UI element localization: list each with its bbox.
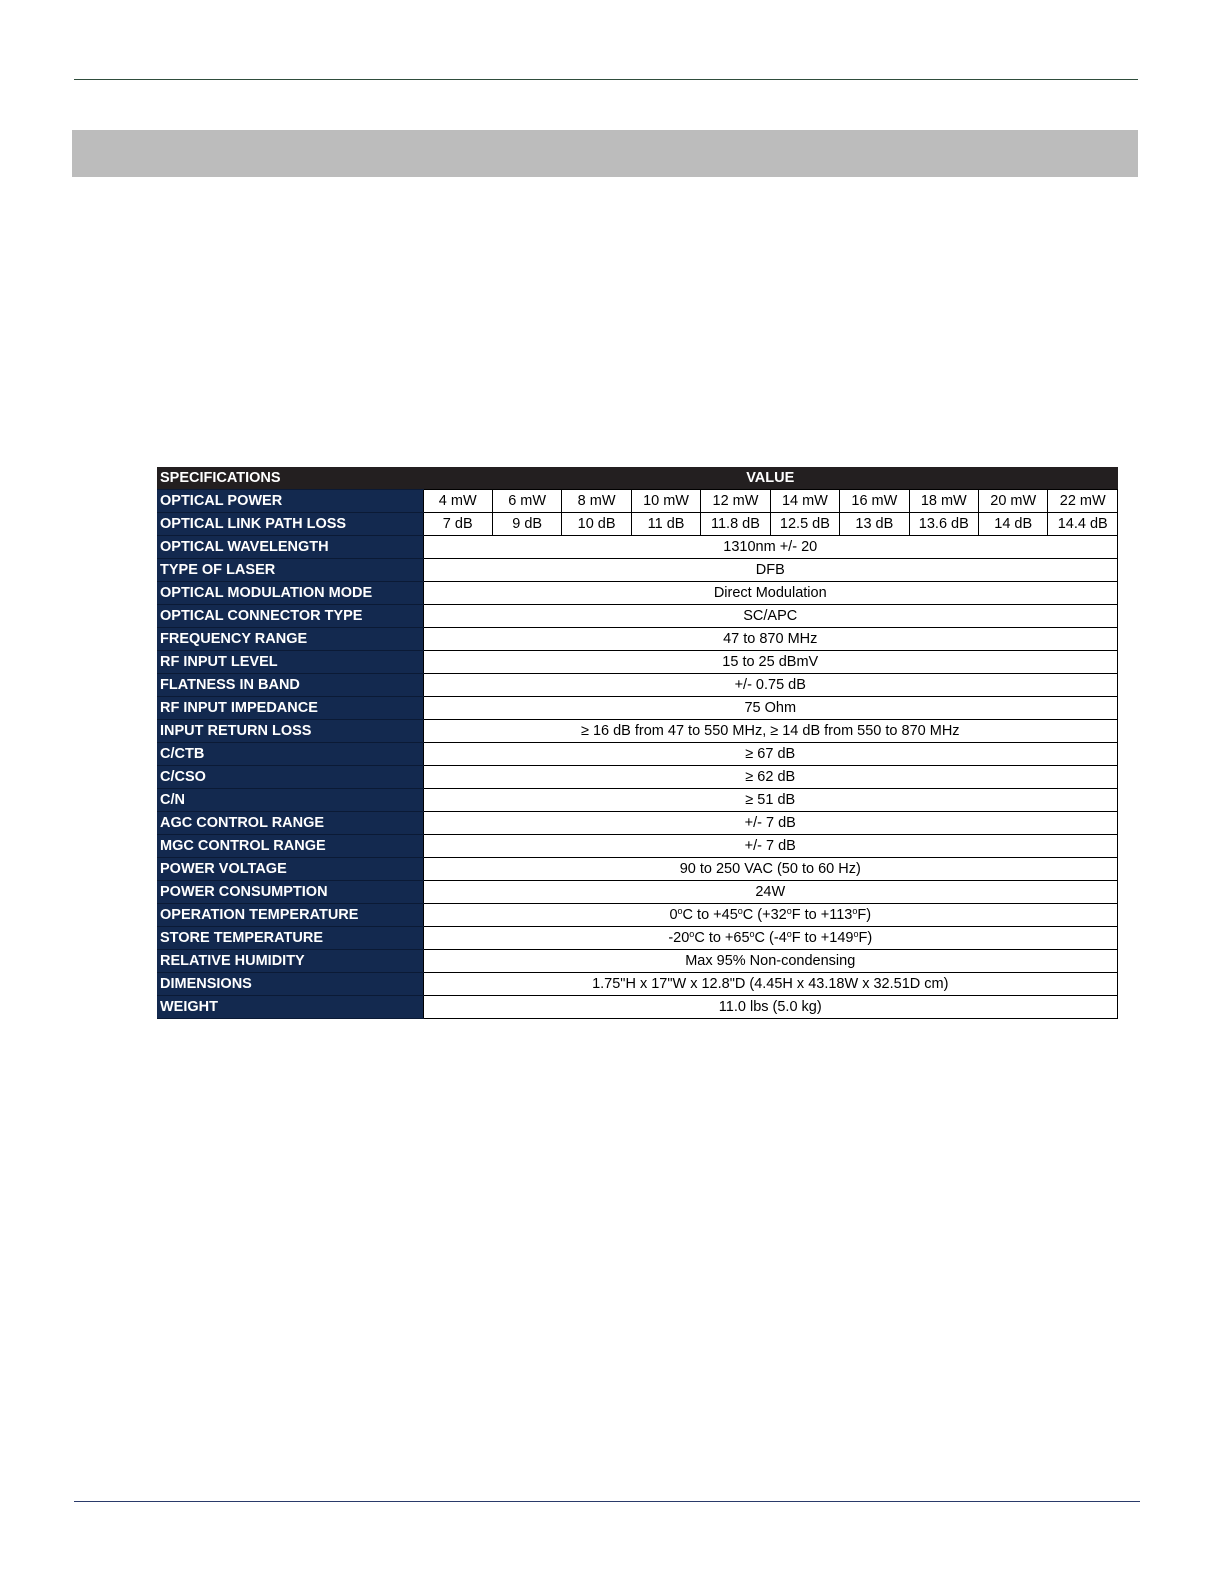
row-label: POWER VOLTAGE — [157, 858, 423, 881]
degree-mark: o — [737, 906, 743, 916]
row-label: FLATNESS IN BAND — [157, 674, 423, 697]
row-value: Max 95% Non-condensing — [423, 950, 1118, 973]
row-label: RF INPUT LEVEL — [157, 651, 423, 674]
row-value — [423, 904, 1118, 927]
row-label: C/CSO — [157, 766, 423, 789]
table-row — [157, 835, 1118, 858]
row-label: RELATIVE HUMIDITY — [157, 950, 423, 973]
value-text: F) — [858, 930, 873, 946]
table-row — [157, 789, 1118, 812]
loss-cell: 11 dB — [631, 513, 700, 536]
row-label: OPTICAL MODULATION MODE — [157, 582, 423, 605]
table-row — [157, 720, 1118, 743]
power-cell: 18 mW — [909, 490, 978, 513]
row-value: +/- 0.75 dB — [423, 674, 1118, 697]
power-cell: 12 mW — [701, 490, 770, 513]
loss-cell: 11.8 dB — [701, 513, 770, 536]
degree-mark: o — [689, 929, 695, 939]
loss-cell: 13 dB — [840, 513, 909, 536]
row-label: OPTICAL POWER — [157, 490, 423, 513]
header-rule — [74, 79, 1138, 80]
power-cell: 8 mW — [562, 490, 631, 513]
row-value: DFB — [423, 559, 1118, 582]
header-specifications: SPECIFICATIONS — [157, 467, 423, 490]
table-row — [157, 812, 1118, 835]
row-value: 11.0 lbs (5.0 kg) — [423, 996, 1118, 1019]
row-value: ≥ 62 dB — [423, 766, 1118, 789]
row-value: 47 to 870 MHz — [423, 628, 1118, 651]
loss-cell: 12.5 dB — [770, 513, 839, 536]
row-label: AGC CONTROL RANGE — [157, 812, 423, 835]
row-value: ≥ 16 dB from 47 to 550 MHz, ≥ 14 dB from 550 to 870 MHz — [423, 720, 1118, 743]
table-row — [157, 559, 1118, 582]
power-cell: 14 mW — [770, 490, 839, 513]
loss-cell: 13.6 dB — [909, 513, 978, 536]
value-text: C to +45 — [682, 907, 738, 923]
loss-cell: 14 dB — [979, 513, 1048, 536]
table-row — [157, 582, 1118, 605]
row-value: 15 to 25 dBmV — [423, 651, 1118, 674]
row-label: C/N — [157, 789, 423, 812]
table-row — [157, 858, 1118, 881]
specifications-table — [157, 467, 1118, 1019]
degree-mark: o — [853, 929, 859, 939]
row-label: TYPE OF LASER — [157, 559, 423, 582]
row-label: FREQUENCY RANGE — [157, 628, 423, 651]
table-row — [157, 950, 1118, 973]
row-label: WEIGHT — [157, 996, 423, 1019]
row-value: 24W — [423, 881, 1118, 904]
row-value: 1310nm +/- 20 — [423, 536, 1118, 559]
value-text: F to +149 — [791, 930, 854, 946]
degree-mark: o — [852, 906, 858, 916]
row-value: 90 to 250 VAC (50 to 60 Hz) — [423, 858, 1118, 881]
degree-mark: o — [749, 929, 755, 939]
power-cell: 20 mW — [979, 490, 1048, 513]
table-row — [157, 743, 1118, 766]
footer-rule — [74, 1501, 1140, 1502]
row-label: OPTICAL CONNECTOR TYPE — [157, 605, 423, 628]
table-row-optical-power — [157, 490, 1118, 513]
row-value — [423, 927, 1118, 950]
row-value: Direct Modulation — [423, 582, 1118, 605]
value-text: C (+32 — [742, 907, 787, 923]
value-text: F) — [857, 907, 872, 923]
row-label: DIMENSIONS — [157, 973, 423, 996]
row-label: INPUT RETURN LOSS — [157, 720, 423, 743]
table-row — [157, 996, 1118, 1019]
section-title-bar — [72, 130, 1138, 177]
table-row — [157, 674, 1118, 697]
power-cell: 10 mW — [631, 490, 700, 513]
row-label: MGC CONTROL RANGE — [157, 835, 423, 858]
table-row — [157, 651, 1118, 674]
table-row — [157, 766, 1118, 789]
row-value: +/- 7 dB — [423, 835, 1118, 858]
row-label: OPTICAL LINK PATH LOSS — [157, 513, 423, 536]
power-cell: 16 mW — [840, 490, 909, 513]
value-text: F to +113 — [791, 907, 853, 923]
table-row — [157, 628, 1118, 651]
row-value: +/- 7 dB — [423, 812, 1118, 835]
row-label: OPTICAL WAVELENGTH — [157, 536, 423, 559]
table-row — [157, 973, 1118, 996]
degree-mark: o — [786, 906, 792, 916]
loss-cell: 7 dB — [423, 513, 492, 536]
value-text: C (-4 — [754, 930, 787, 946]
loss-cell: 9 dB — [492, 513, 561, 536]
row-value: 75 Ohm — [423, 697, 1118, 720]
degree-mark: o — [677, 906, 683, 916]
row-label: RF INPUT IMPEDANCE — [157, 697, 423, 720]
table-row-store-temperature — [157, 927, 1118, 950]
loss-cell: 10 dB — [562, 513, 631, 536]
header-value: VALUE — [423, 467, 1118, 490]
row-label: POWER CONSUMPTION — [157, 881, 423, 904]
table-header-row — [157, 467, 1118, 490]
table-row-link-loss — [157, 513, 1118, 536]
table-row-operation-temperature — [157, 904, 1118, 927]
power-cell: 22 mW — [1048, 490, 1118, 513]
row-label: C/CTB — [157, 743, 423, 766]
value-text: 0 — [669, 907, 678, 923]
loss-cell: 14.4 dB — [1048, 513, 1118, 536]
row-label: OPERATION TEMPERATURE — [157, 904, 423, 927]
table-row — [157, 605, 1118, 628]
table-row — [157, 881, 1118, 904]
row-value: 1.75"H x 17"W x 12.8"D (4.45H x 43.18W x 32.51D cm) — [423, 973, 1118, 996]
degree-mark: o — [786, 929, 792, 939]
row-value: ≥ 67 dB — [423, 743, 1118, 766]
power-cell: 4 mW — [423, 490, 492, 513]
table-row — [157, 536, 1118, 559]
row-value: SC/APC — [423, 605, 1118, 628]
value-text: -20 — [668, 930, 690, 946]
power-cell: 6 mW — [492, 490, 561, 513]
table-row — [157, 697, 1118, 720]
row-label: STORE TEMPERATURE — [157, 927, 423, 950]
value-text: C to +65 — [694, 930, 750, 946]
row-value: ≥ 51 dB — [423, 789, 1118, 812]
